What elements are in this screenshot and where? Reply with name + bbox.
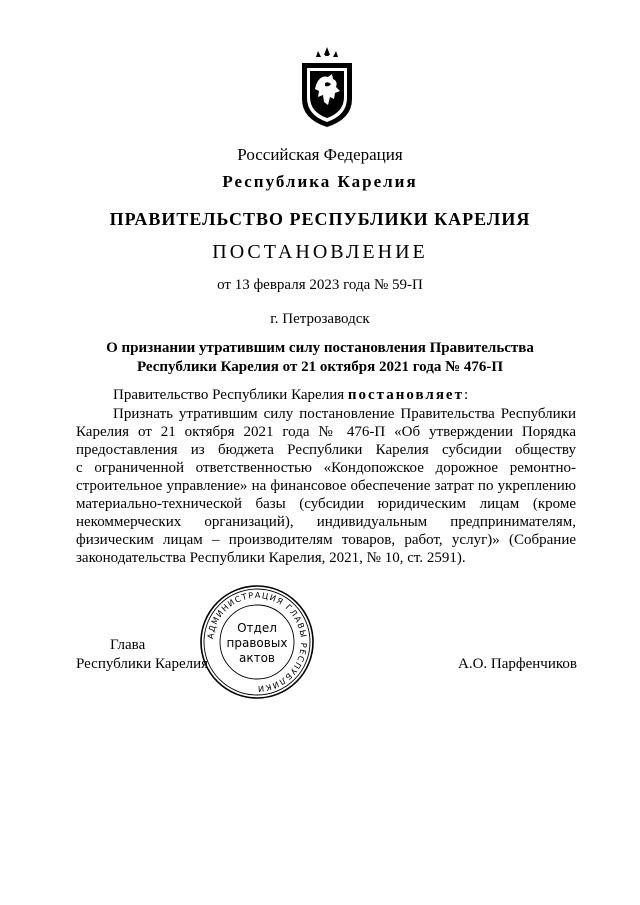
preamble-prefix: Правительство Республики Карелия (113, 387, 348, 403)
signatory-organization: Республики Карелия (76, 656, 209, 672)
karelia-coat-of-arms-icon (298, 47, 356, 129)
official-stamp (199, 584, 315, 700)
government-name: ПРАВИТЕЛЬСТВО РЕСПУБЛИКИ КАРЕЛИЯ (109, 209, 531, 229)
document-title-line: Республики Карелия от 21 октября 2021 года № 476-П (136, 359, 504, 375)
document-title-line: О признании утратившим силу постановления Правительства (106, 340, 534, 356)
stamp-center-line: актов (238, 651, 276, 665)
republic-name: Республика Карелия (222, 172, 418, 191)
stamp-ring-text: АДМИНИСТРАЦИЯ ГЛАВЫ РЕСПУБЛИКИ (205, 589, 310, 695)
paragraph-line: строительное управление» на финансовое обеспечение затрат по укреплению (76, 478, 576, 494)
paragraph-line: физическим лицам – производителям товаров, работ, услуг)» (Собрание (76, 532, 576, 548)
paragraph-line: некоммерческих организаций), индивидуальным предпринимателям, (76, 514, 576, 530)
stamp-center-line: правовых (226, 636, 288, 650)
preamble-keyword: постановляет (347, 387, 464, 403)
document-date-number: от 13 февраля 2023 года № 59-П (217, 277, 423, 293)
document-title (80, 339, 560, 377)
document-city: г. Петрозаводск (270, 311, 370, 327)
preamble-suffix: : (463, 387, 469, 403)
signatory-name: А.О. Парфенчиков (458, 656, 577, 672)
paragraph-line: законодательства Республики Карелия, 2021, № 10, ст. 2591). (76, 550, 466, 566)
paragraph-line: Признать утратившим силу постановление Правительства Республики (113, 406, 576, 422)
resolution-paragraph (76, 405, 576, 567)
paragraph-line: материально-технической базы (субсидии юридическим лицам (кроме (76, 496, 576, 512)
preamble (113, 387, 468, 404)
paragraph-line: предоставления из бюджета Республики Карелия субсидии обществу (76, 442, 576, 458)
paragraph-line: с ограниченной ответственностью «Кондопожское дорожное ремонтно- (76, 460, 576, 476)
signatory-title: Глава (110, 637, 146, 653)
country-name: Российская Федерация (237, 145, 403, 164)
document-type: ПОСТАНОВЛЕНИЕ (212, 241, 428, 263)
stamp-center-line: Отдел (237, 621, 277, 635)
paragraph-line: Карелия от 21 октября 2021 года № 476-П «Об утверждении Порядка (76, 424, 576, 440)
